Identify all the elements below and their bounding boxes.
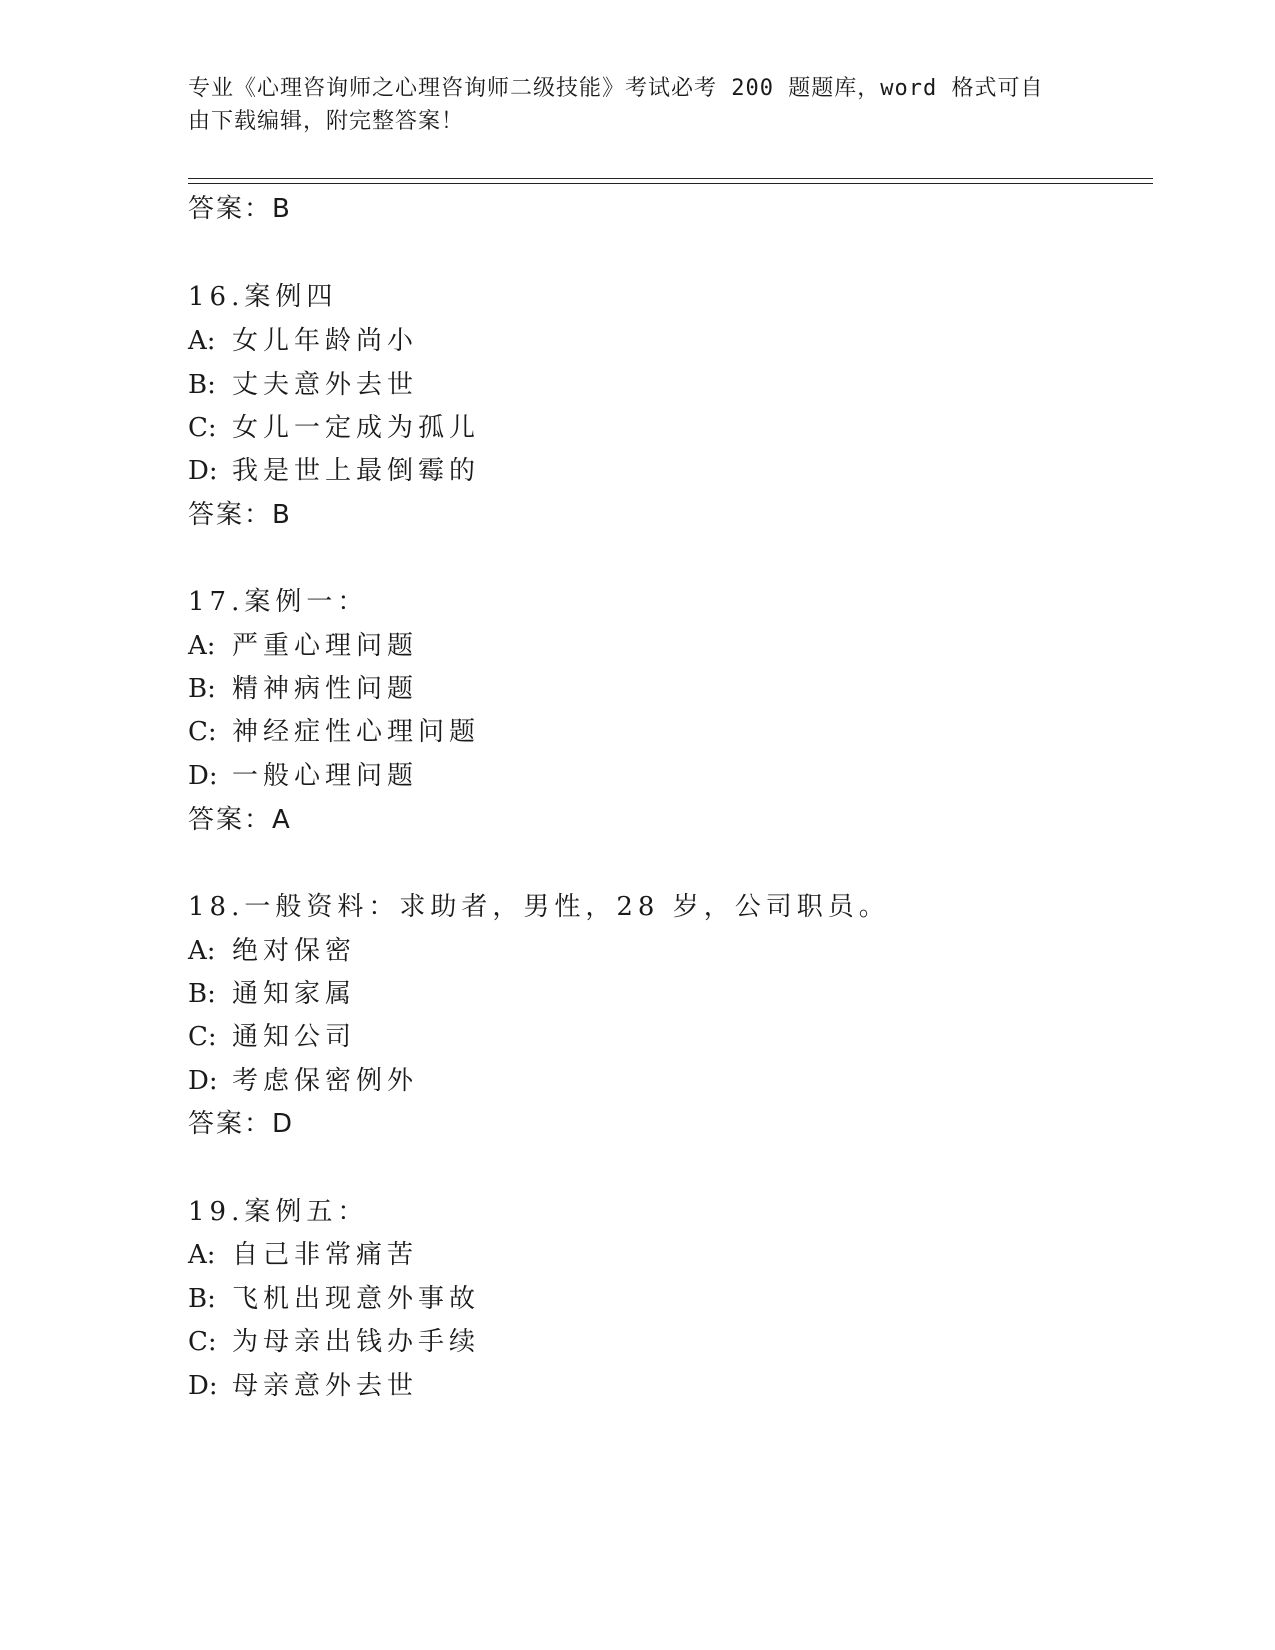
option-text: 自己非常痛苦 xyxy=(232,1240,419,1270)
option-text: 神经症性心理问题 xyxy=(232,717,481,747)
answer-value: B xyxy=(272,194,292,224)
option-letter: B: xyxy=(188,370,216,400)
answer-line-18: 答案：D xyxy=(188,1109,295,1139)
option-row xyxy=(188,630,418,662)
option-row xyxy=(188,935,356,967)
option-letter: A: xyxy=(188,631,216,661)
option-letter: B: xyxy=(188,1284,216,1314)
option-row xyxy=(188,455,480,487)
option-row xyxy=(188,1326,480,1358)
option-letter: C: xyxy=(188,413,217,443)
header-line-2: 由下载编辑，附完整答案！ xyxy=(188,109,465,134)
option-letter: A: xyxy=(188,936,216,966)
option-row xyxy=(188,1065,418,1097)
option-row xyxy=(188,1370,418,1402)
option-row xyxy=(188,673,418,705)
option-row xyxy=(188,1239,418,1271)
option-row xyxy=(188,760,418,792)
option-text: 通知家属 xyxy=(232,979,357,1009)
answer-line-17: 答案：A xyxy=(188,805,292,835)
option-letter: A: xyxy=(188,1240,216,1270)
option-row xyxy=(188,716,480,748)
option-letter: D: xyxy=(188,1371,218,1401)
option-row xyxy=(188,325,418,357)
option-text: 我是世上最倒霉的 xyxy=(232,456,481,486)
option-text: 通知公司 xyxy=(232,1022,357,1052)
question-stem-19: 19.案例五： xyxy=(188,1197,369,1227)
option-letter: C: xyxy=(188,1022,217,1052)
question-stem-18: 18.一般资料：求助者，男性，28 岁，公司职员。 xyxy=(188,892,890,922)
option-row xyxy=(188,1021,356,1053)
option-row xyxy=(188,978,356,1010)
option-text: 飞机出现意外事故 xyxy=(232,1284,481,1314)
option-letter: B: xyxy=(188,979,216,1009)
option-row xyxy=(188,1283,480,1315)
header-line-1: 专业《心理咨询师之心理咨询师二级技能》考试必考 200 题题库，word 格式可自 xyxy=(188,76,1044,101)
document-header xyxy=(188,72,1068,138)
option-letter: C: xyxy=(188,717,217,747)
header-rule-top xyxy=(188,178,1153,179)
option-text: 母亲意外去世 xyxy=(232,1371,419,1401)
option-letter: B: xyxy=(188,674,216,704)
option-text: 绝对保密 xyxy=(232,936,357,966)
question-stem-16: 16.案例四 xyxy=(188,282,338,312)
option-text: 丈夫意外去世 xyxy=(232,370,419,400)
option-text: 考虑保密例外 xyxy=(232,1066,419,1096)
question-stem-17: 17.案例一： xyxy=(188,587,369,617)
answer-line-15 xyxy=(188,193,292,225)
option-letter: C: xyxy=(188,1327,217,1357)
option-text: 女儿年龄尚小 xyxy=(232,326,419,356)
option-text: 为母亲出钱办手续 xyxy=(232,1327,481,1357)
option-text: 严重心理问题 xyxy=(232,631,419,661)
header-rule-bottom xyxy=(188,183,1153,184)
option-text: 一般心理问题 xyxy=(232,761,419,791)
option-text: 精神病性问题 xyxy=(232,674,419,704)
option-text: 女儿一定成为孤儿 xyxy=(232,413,481,443)
option-letter: A: xyxy=(188,326,216,356)
option-letter: D: xyxy=(188,761,218,791)
option-row xyxy=(188,369,418,401)
answer-prefix: 答案： xyxy=(188,194,273,224)
option-row xyxy=(188,412,480,444)
option-letter: D: xyxy=(188,456,218,486)
answer-line-16: 答案：B xyxy=(188,500,292,530)
option-letter: D: xyxy=(188,1066,218,1096)
